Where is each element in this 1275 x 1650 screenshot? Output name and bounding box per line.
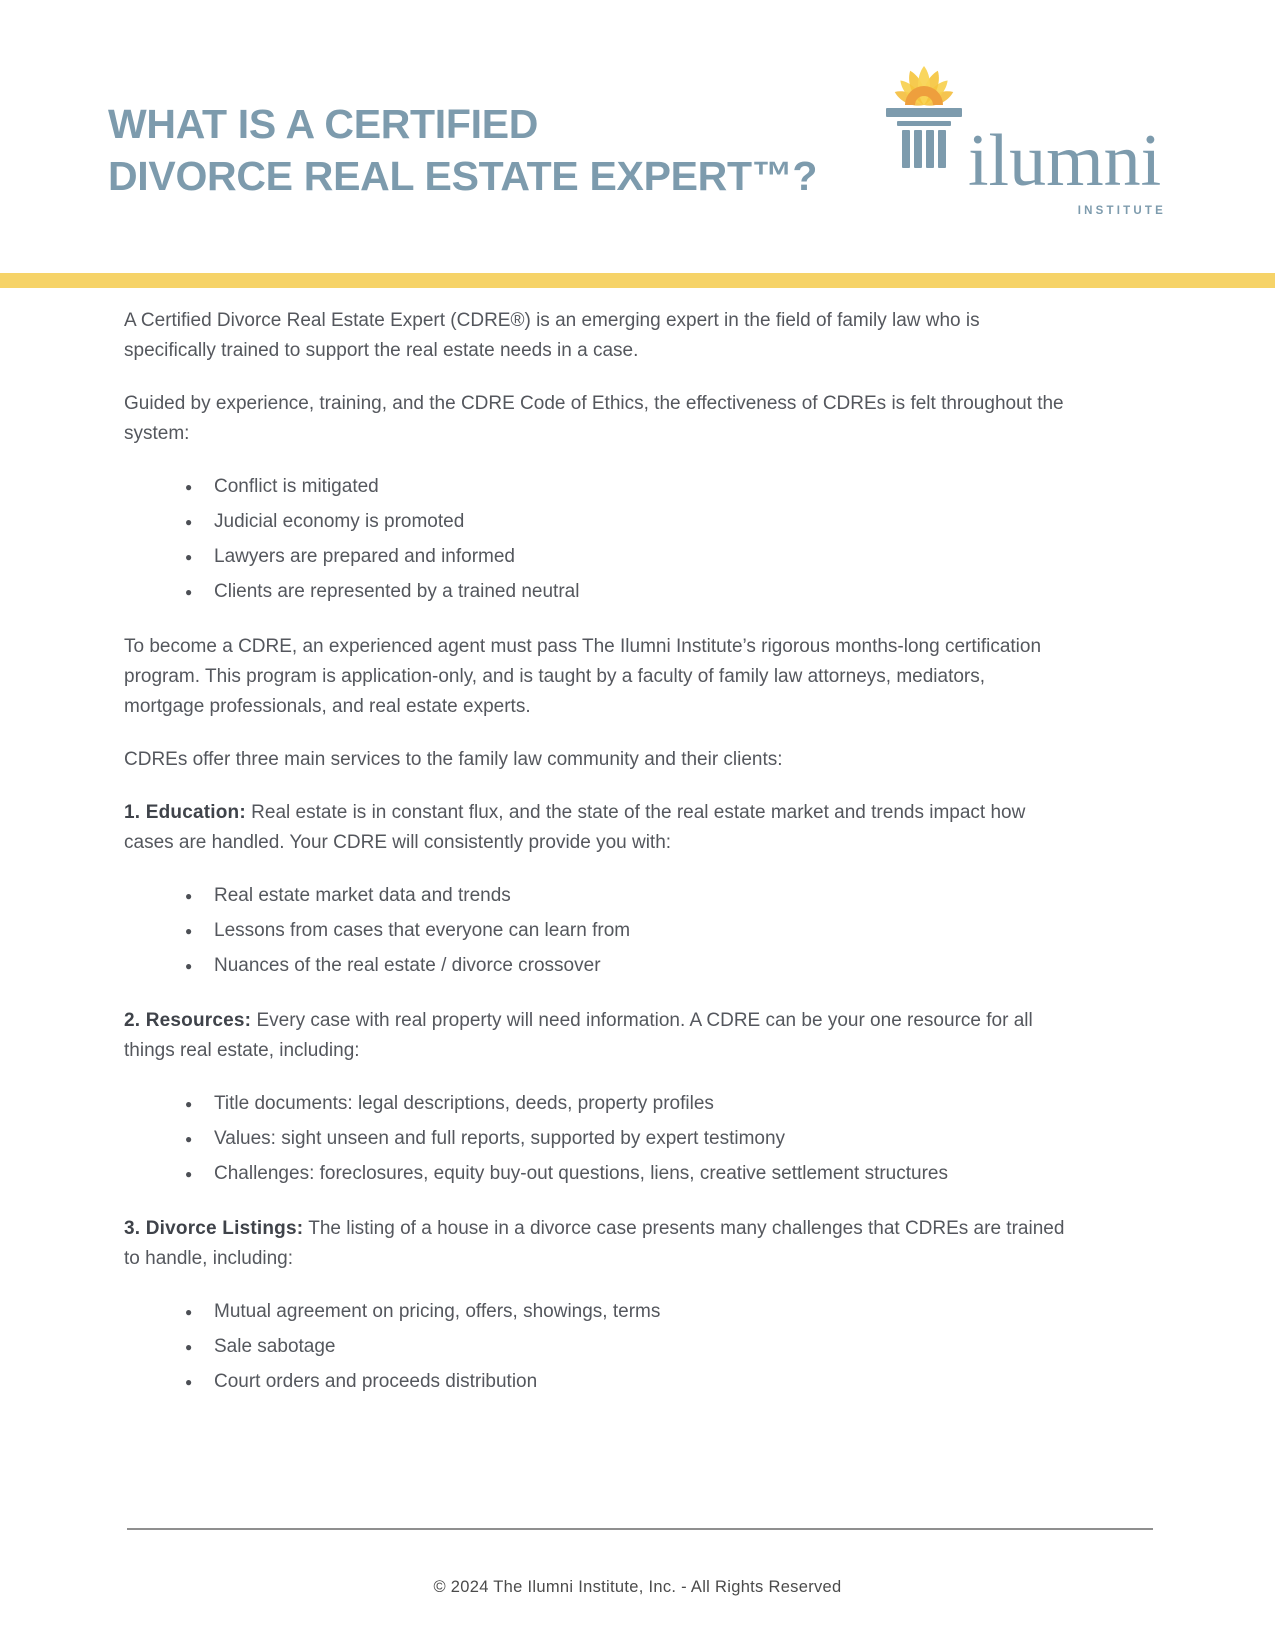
section-lead-divorce-listings: 3. Divorce Listings: [124, 1218, 304, 1239]
copyright-text: © 2024 The Ilumni Institute, Inc. - All Rights Reserved [433, 1578, 842, 1596]
page-title [108, 98, 817, 202]
bullet-list-resources [124, 1089, 1069, 1189]
paragraph-guided: Guided by experience, training, and the CDRE Code of Ethics, the effectiveness of CDREs is felt throughout the system: [124, 393, 1064, 444]
logo-wordmark: ilumni [968, 120, 1162, 202]
bullet-list-divorce-listings [124, 1297, 1069, 1397]
paragraph-resources: 2. Resources: Every case with real property will need information. A CDRE can be your one resource for all things real estate, including: [124, 1010, 1033, 1061]
paragraph-education: 1. Education: Real estate is in constant flux, and the state of the real estate market and trends impact how cases are handled. Your CDRE will consistently provide you with: [124, 802, 1026, 853]
list-item: ● Values: sight unseen and full reports, supported by expert testimony [185, 1124, 1069, 1154]
paragraph-divorce-listings: 3. Divorce Listings: The listing of a house in a divorce case presents many challenges that CDREs are trained to handle, including: [124, 1218, 1065, 1269]
logo-subtext: INSTITUTE [1077, 205, 1166, 217]
list-item: ● Conflict is mitigated [185, 472, 1069, 502]
list-item: ● Title documents: legal descriptions, deeds, property profiles [185, 1089, 1069, 1119]
bullet-list-education [124, 881, 1069, 981]
list-item: ● Mutual agreement on pricing, offers, showings, terms [185, 1297, 1069, 1327]
ilumni-logo [856, 58, 1176, 217]
list-item: ● Clients are represented by a trained neutral [185, 577, 1069, 607]
page-title-line1: WHAT IS A CERTIFIED [108, 101, 539, 147]
paragraph-services: CDREs offer three main services to the family law community and their clients: [124, 749, 783, 770]
paragraph-become: To become a CDRE, an experienced agent must pass The Ilumni Institute’s rigorous months-long certification program. This program is application-only, and is taught by a faculty of family law attorneys, mediators, mortgage professionals, and real estate experts. [124, 636, 1042, 717]
section-lead-education: 1. Education: [124, 802, 246, 823]
accent-band [0, 273, 1275, 288]
column-sunburst-icon [874, 60, 974, 168]
list-item: ● Judicial economy is promoted [185, 507, 1069, 537]
section-lead-resources: 2. Resources: [124, 1010, 252, 1031]
list-item: ● Challenges: foreclosures, equity buy-out questions, liens, creative settlement structures [185, 1159, 1069, 1189]
footer-divider [127, 1528, 1153, 1530]
page-title-line2: DIVORCE REAL ESTATE EXPERT™? [108, 153, 818, 199]
document-body [124, 306, 1069, 1422]
list-item: ● Lawyers are prepared and informed [185, 542, 1069, 572]
list-item: ● Court orders and proceeds distribution [185, 1367, 1069, 1397]
list-item: ● Sale sabotage [185, 1332, 1069, 1362]
list-item: ● Real estate market data and trends [185, 881, 1069, 911]
paragraph-intro: A Certified Divorce Real Estate Expert (CDRE®) is an emerging expert in the field of family law who is specifically trained to support the real estate needs in a case. [124, 310, 980, 361]
list-item: ● Lessons from cases that everyone can learn from [185, 916, 1069, 946]
bullet-list-effectiveness [124, 472, 1069, 607]
list-item: ● Nuances of the real estate / divorce crossover [185, 951, 1069, 981]
